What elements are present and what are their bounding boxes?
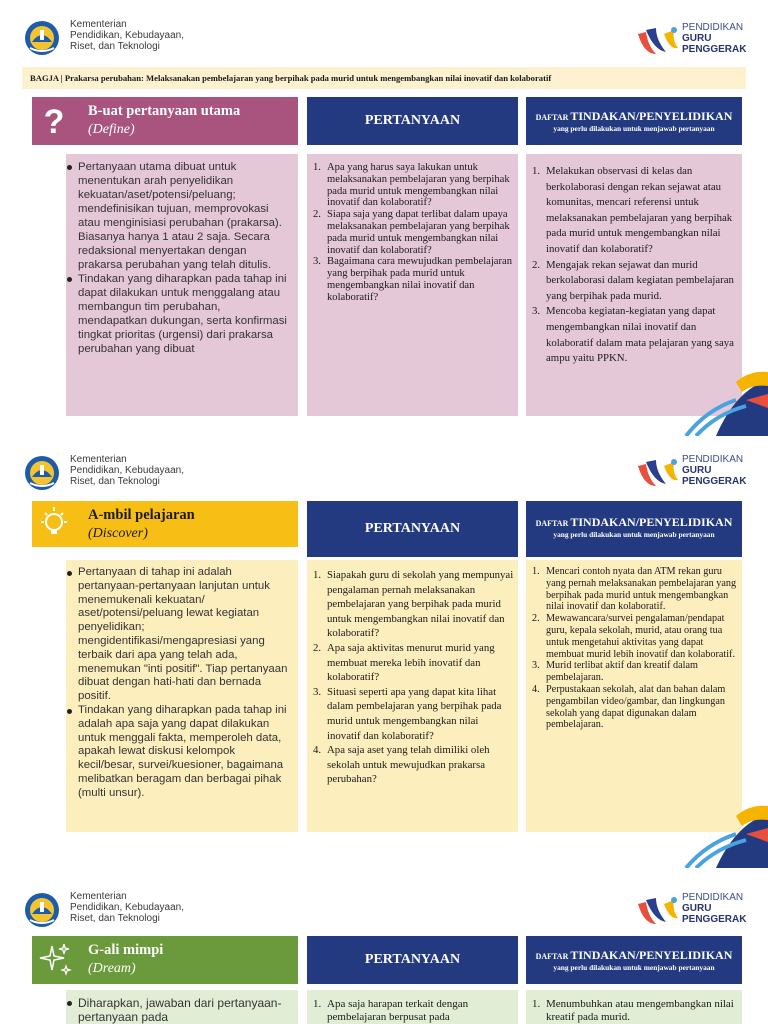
- actions-list: [526, 560, 742, 832]
- question-item: 1. Siapakah guru di sekolah yang mempunyai pengalaman pernah melaksanakan pembelajaran yang berpihak pada murid untuk mengembangkan nilai inovatif dan kolaboratif?: [313, 569, 514, 640]
- stage-title: A-mbil pelajaran: [88, 507, 195, 523]
- stage-subtitle: (Discover): [88, 526, 148, 541]
- questions-header: PERTANYAAN: [307, 501, 518, 557]
- questions-header: PERTANYAAN: [307, 936, 518, 984]
- action-item: 1. Menumbuhkan atau mengembangkan nilai kreatif pada murid.: [532, 998, 734, 1023]
- stage-title: G-ali mimpi: [88, 942, 164, 958]
- ministry-name: [70, 891, 184, 924]
- ministry-line-3: Riset, dan Teknologi: [70, 41, 160, 52]
- ministry-line-2: Pendidikan, Kebudayaan,: [70, 30, 184, 41]
- actions-header-title: DAFTAR TINDAKAN/PENYELIDIKAN: [535, 109, 733, 123]
- kemendikbud-logo: [22, 890, 202, 930]
- stage-header-dream: [32, 936, 298, 984]
- ministry-line-2: Pendidikan, Kebudayaan,: [70, 465, 184, 476]
- slide-define: [0, 0, 768, 436]
- lightbulb-icon: [32, 501, 76, 547]
- program-line-3: PENGGERAK: [682, 914, 747, 925]
- description-bullet: Diharapkan, jawaban dari pertanyaan-pertanyaan pada: [66, 996, 298, 1024]
- description-bullet: Pertanyaan di tahap ini adalah pertanyaan-pertanyaan lanjutan untuk menemukenali kekuatan/ aset/potensi/peluang lewat kegiatan penyelidikan; mengidentifikasi/mengapresiasi yang terbaik dari apa yang telah ada, menemukan "inti positif". Tiap pertanyaan dibuat dengan hati-hati dan bernada positif.: [66, 566, 298, 704]
- stage-header-define: [32, 97, 298, 145]
- ministry-line-1: Kementerian: [70, 19, 127, 30]
- stage-subtitle: (Define): [88, 122, 135, 137]
- bagja-bar: [22, 67, 746, 89]
- guru-penggerak-logo: [634, 22, 754, 62]
- actions-list: [526, 990, 742, 1024]
- program-line-2: GURU: [682, 465, 712, 476]
- tut-wuri-handayani-emblem-icon: [22, 892, 62, 928]
- actions-header-subtitle: yang perlu dilakukan untuk menjawab pertanyaan: [553, 963, 715, 972]
- stage-title: B-uat pertanyaan utama: [88, 103, 241, 119]
- program-name: [682, 22, 746, 55]
- stage-description: [66, 154, 298, 416]
- tut-wuri-handayani-emblem-icon: [22, 455, 62, 491]
- program-line-3: PENGGERAK: [682, 44, 747, 55]
- actions-header-title: DAFTAR TINDAKAN/PENYELIDIKAN: [535, 515, 733, 529]
- ministry-line-2: Pendidikan, Kebudayaan,: [70, 902, 184, 913]
- program-line-1: PENDIDIKAN: [682, 22, 744, 33]
- question-item: 2. Apa saja aktivitas menurut murid yang membuat mereka lebih inovatif dan kolaboratif?: [313, 641, 495, 684]
- kemendikbud-logo: [22, 453, 202, 493]
- program-name: [682, 454, 746, 487]
- questions-list: [307, 154, 518, 416]
- stage-icon-box: [32, 936, 76, 984]
- action-item: 1. Mencari contoh nyata dan ATM rekan guru yang pernah melaksanakan pembelajaran yang berpihak pada murid untuk mengembangkan nilai inovatif dan kolaboratif.: [532, 566, 737, 613]
- bagja-text: Melaksanakan pembelajaran yang berpihak pada murid untuk mengembangkan nilai inovatif dan kolaboratif: [146, 73, 552, 83]
- question-item: 3. Bagaimana cara mewujudkan pembelajaran yang berpihak pada murid untuk mengembangkan nilai inovatif dan kolaboratif?: [313, 256, 513, 303]
- stage-icon-box: [32, 97, 76, 145]
- ministry-name: [70, 454, 184, 487]
- stage-description: [66, 560, 298, 832]
- actions-header-subtitle: yang perlu dilakukan untuk menjawab pertanyaan: [553, 530, 715, 539]
- corner-decoration-icon: [676, 360, 768, 436]
- questions-header: PERTANYAAN: [307, 97, 518, 145]
- action-item: 2. Mengajak rekan sejawat dan murid berkolaborasi dalam kegiatan pembelajaran yang berpihak pada murid.: [532, 258, 734, 302]
- question-item: 3. Situasi seperti apa yang dapat kita lihat dalam pembelajaran yang berpihak pada murid untuk mengembangkan nilai inovatif dan kolaboratif?: [313, 685, 502, 742]
- program-name: [682, 892, 746, 925]
- actions-header: [526, 936, 742, 984]
- action-item: 2. Mewawancara/survei pengalaman/pendapat guru, kepala sekolah, murid, atau orang tua untuk mengetahui aktivitas yang dapat membuat murid lebih inovatif dan kolaboratif.: [532, 613, 735, 660]
- question-mark-icon: [32, 97, 76, 145]
- stage-header-discover: [32, 501, 298, 547]
- slide-discover: [0, 440, 768, 868]
- actions-header: [526, 501, 742, 557]
- question-item: 1. Apa saja harapan terkait dengan pembelajaran berpusat pada: [313, 998, 469, 1023]
- stage-subtitle: (Dream): [88, 961, 136, 976]
- program-line-1: PENDIDIKAN: [682, 892, 744, 903]
- svg-text:?: ?: [43, 103, 65, 141]
- guru-penggerak-mark-icon: [634, 24, 680, 58]
- ministry-line-3: Riset, dan Teknologi: [70, 476, 160, 487]
- ministry-name: [70, 19, 184, 52]
- bagja-prefix: BAGJA | Prakarsa perubahan:: [30, 73, 147, 83]
- program-line-2: GURU: [682, 903, 712, 914]
- ministry-line-1: Kementerian: [70, 454, 127, 465]
- action-item: 3. Mencoba kegiatan-kegiatan yang dapat mengembangkan nilai inovatif dan kolaboratif dalam mata pelajaran yang saya ampu yaitu PPKN.: [532, 305, 734, 365]
- question-item: 4. Apa saja aset yang telah dimiliki oleh sekolah untuk mewujudkan prakarsa perubahan?: [313, 744, 490, 786]
- action-item: 3. Murid terlibat aktif dan kreatif dalam pembelajaran.: [532, 660, 698, 684]
- ministry-line-1: Kementerian: [70, 891, 127, 902]
- program-line-1: PENDIDIKAN: [682, 454, 744, 465]
- guru-penggerak-mark-icon: [634, 894, 680, 928]
- corner-decoration-icon: [676, 796, 768, 868]
- description-bullet: Pertanyaan utama dibuat untuk menentukan arah penyelidikan kekuatan/aset/potensi/peluang; mendefinisikan tujuan, memprovokasi atau menginisiasi perubahan (prakarsa). Biasanya hanya 1 atau 2 saja. Secara redaksional menyertakan dengan prakarsa perubahan yang telah ditulis.: [66, 160, 298, 272]
- tut-wuri-handayani-emblem-icon: [22, 20, 62, 56]
- description-bullet: Tindakan yang diharapkan pada tahap ini adalah apa saja yang dapat dilakukan untuk menggali fakta, memperoleh data, apakah lewat diskusi kelompok kecil/besar, survei/kuesioner, bagaimana melibatkan beragam dan berbagai pihak (multi unsur).: [66, 704, 298, 801]
- ministry-line-3: Riset, dan Teknologi: [70, 913, 160, 924]
- questions-list: [307, 560, 518, 832]
- actions-header-subtitle: yang perlu dilakukan untuk menjawab pertanyaan: [553, 124, 715, 133]
- actions-header: [526, 97, 742, 145]
- sparkle-icon: [32, 936, 76, 984]
- stage-description: [66, 990, 298, 1024]
- guru-penggerak-mark-icon: [634, 456, 680, 490]
- program-line-2: GURU: [682, 33, 712, 44]
- slide-dream: [0, 872, 768, 1024]
- kemendikbud-logo: [22, 18, 202, 58]
- question-item: 2. Siapa saja yang dapat terlibat dalam upaya melaksanakan pembelajaran yang berpihak pada murid untuk mengembangkan nilai inovatif dan kolaboratif?: [313, 209, 510, 256]
- guru-penggerak-logo: [634, 454, 754, 494]
- action-item: 4. Perpustakaan sekolah, alat dan bahan dalam pengambilan video/gambar, dan lingkungan sekolah yang dapat digunakan dalam pembelajaran.: [532, 683, 726, 731]
- question-item: 1. Apa yang harus saya lakukan untuk melaksanakan pembelajaran yang berpihak pada murid untuk mengembangkan nilai inovatif dan kolaboratif?: [313, 162, 510, 209]
- actions-header-title: DAFTAR TINDAKAN/PENYELIDIKAN: [535, 948, 733, 962]
- stage-icon-box: [32, 501, 76, 547]
- program-line-3: PENGGERAK: [682, 476, 747, 487]
- questions-list: [307, 990, 518, 1024]
- guru-penggerak-logo: [634, 892, 754, 932]
- action-item: 1. Melakukan observasi di kelas dan berkolaborasi dengan rekan sejawat atau komunitas, mencari referensi untuk melaksanakan pembelajaran yang berpihak pada murid untuk mengembangkan nilai inovatif dan kolaboratif?: [532, 165, 733, 255]
- description-bullet: Tindakan yang diharapkan pada tahap ini dapat dilakukan untuk menggalang atau membangun tim perubahan, mendapatkan dukungan, serta konfirmasi tingkat prioritas (urgensi) dari prakarsa perubahan yang dibuat: [66, 272, 298, 356]
